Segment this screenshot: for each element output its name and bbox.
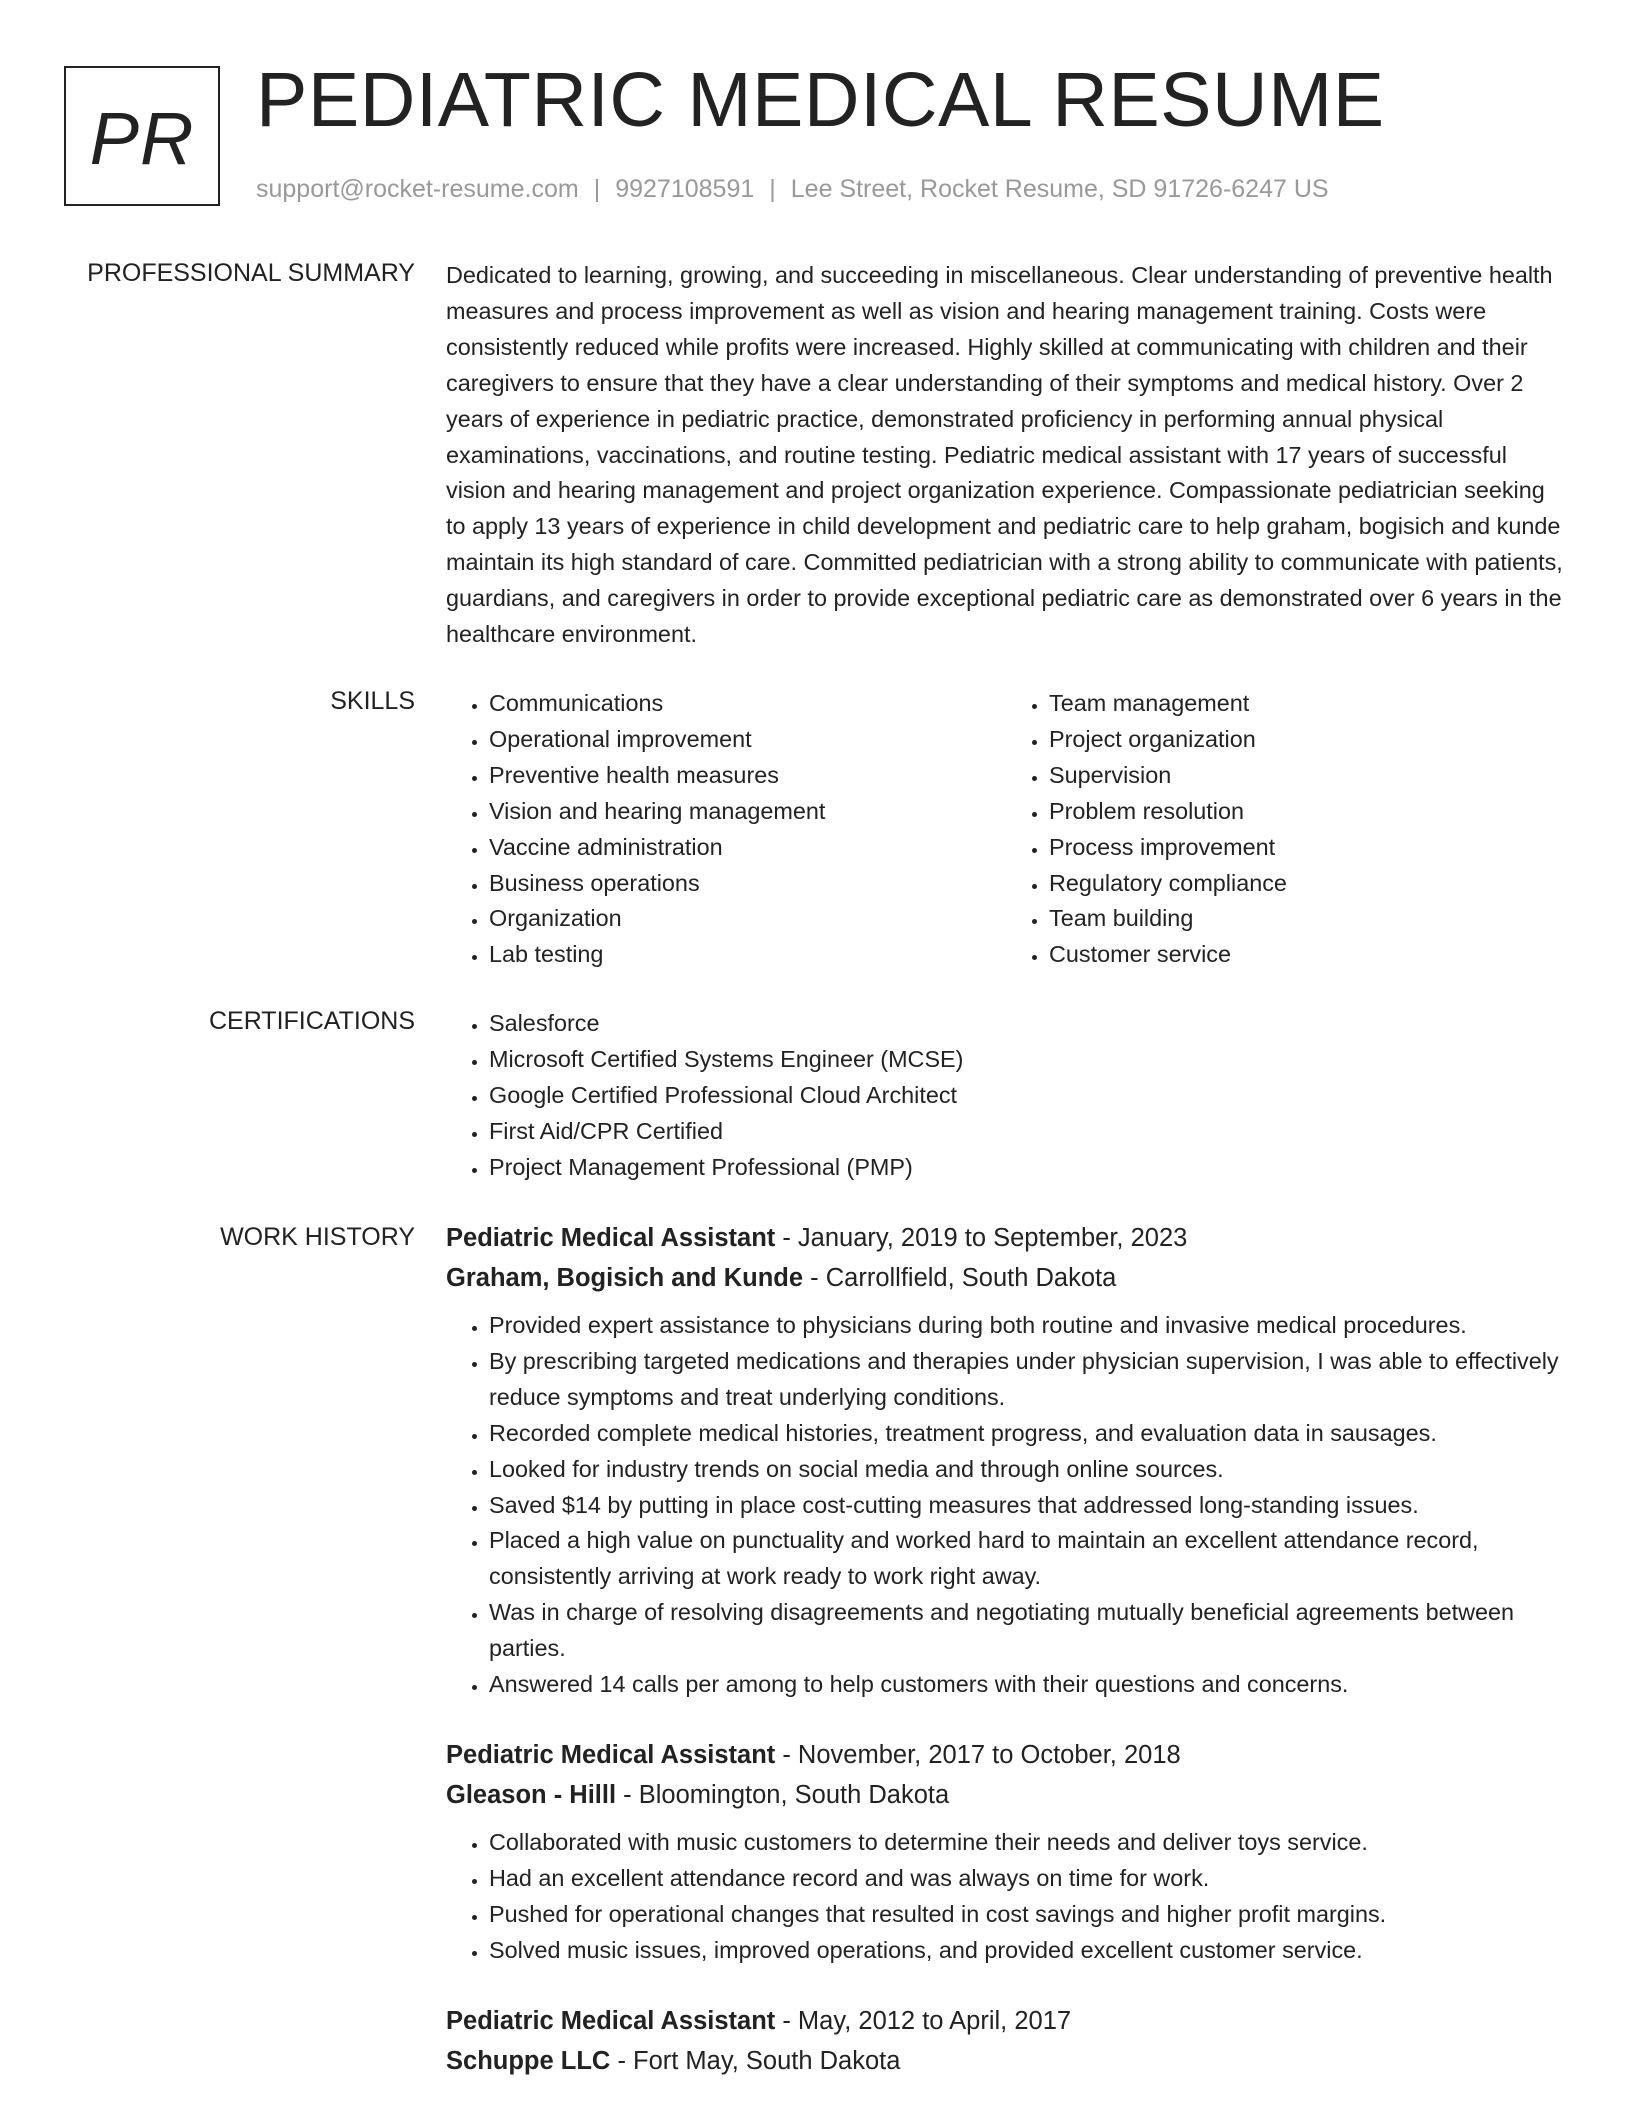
skill-item: • Operational improvement — [489, 722, 1006, 758]
skill-item: • Preventive health measures — [489, 758, 1006, 794]
job-duty: • Solved music issues, improved operations, and provided excellent customer service. — [489, 1933, 1566, 1969]
job-company: Schuppe LLC — [446, 2046, 611, 2075]
monogram-initials: PR — [89, 96, 195, 180]
certification-item: • First Aid/CPR Certified — [489, 1114, 1566, 1150]
skill-item: • Supervision — [1049, 758, 1566, 794]
job-entry — [446, 2001, 1566, 2081]
contact-email: support@rocket-resume.com — [256, 175, 579, 203]
job-company: Gleason - Hilll — [446, 1780, 617, 1809]
job-duty: • Placed a high value on punctuality and worked hard to maintain an excellent attendance record, consistently arriving at work ready to work right away. — [489, 1523, 1566, 1595]
job-duty: • Collaborated with music customers to determine their needs and deliver toys service. — [489, 1825, 1566, 1861]
resume-title: PEDIATRIC MEDICAL RESUME — [256, 57, 1385, 143]
job-company-line — [446, 1775, 1566, 1815]
skill-item: • Customer service — [1049, 937, 1566, 973]
job-title-line — [446, 2001, 1566, 2041]
contact-phone: 9927108591 — [615, 175, 755, 203]
summary-heading: PROFESSIONAL SUMMARY — [87, 259, 415, 287]
job-title: Pediatric Medical Assistant — [446, 1224, 776, 1252]
skill-item: • Team building — [1049, 901, 1566, 937]
contact-separator: | — [769, 175, 776, 203]
contact-separator: | — [593, 175, 601, 203]
monogram-box — [64, 66, 220, 206]
skill-item: • Organization — [489, 901, 1006, 937]
job-dates: - November, 2017 to October, 2018 — [782, 1740, 1181, 1769]
job-duties — [446, 1825, 1566, 1969]
job-location: - Fort May, South Dakota — [617, 2046, 901, 2075]
job-duty: • Was in charge of resolving disagreements and negotiating mutually beneficial agreements between parties. — [489, 1595, 1566, 1667]
work-history-heading: WORK HISTORY — [220, 1223, 415, 1251]
skill-item: • Vision and hearing management — [489, 794, 1006, 830]
job-duty: • Had an excellent attendance record and was always on time for work. — [489, 1861, 1566, 1897]
job-company-line — [446, 1258, 1566, 1298]
job-title-line — [446, 1735, 1566, 1775]
job-duty: • Provided expert assistance to physicians during both routine and invasive medical procedures. — [489, 1308, 1566, 1344]
contact-address: Lee Street, Rocket Resume, SD 91726-6247 US — [790, 175, 1329, 203]
skill-item: • Regulatory compliance — [1049, 866, 1566, 902]
job-duty: • By prescribing targeted medications and therapies under physician supervision, I was able to effectively reduce symptoms and treat underlying conditions. — [489, 1344, 1566, 1416]
skill-item: • Problem resolution — [1049, 794, 1566, 830]
skill-item: • Communications — [489, 686, 1006, 722]
skills-heading: SKILLS — [330, 687, 415, 715]
job-location: - Carrollfield, South Dakota — [810, 1264, 1117, 1292]
job-company: Graham, Bogisich and Kunde — [446, 1264, 804, 1292]
job-duties — [446, 1308, 1566, 1703]
certification-item: • Google Certified Professional Cloud Architect — [489, 1078, 1566, 1114]
summary-text: Dedicated to learning, growing, and succeeding in miscellaneous. Clear understanding of preventive health measures and process improvement as well as vision and hearing management training. Costs were consistently reduced while profits were increased. Highly skilled at communicating with children and their caregivers to ensure that they have a clear understanding of their symptoms and medical history. Over 2 years of experience in pediatric practice, demonstrated proficiency in performing annual physical examinations, vaccinations, and routine testing. Pediatric medical assistant with 17 years of successful vision and hearing management and project organization experience. Compassionate pediatrician seeking to apply 13 years of experience in child development and pediatric care to help graham, bogisich and kunde maintain its high standard of care. Committed pediatrician with a strong ability to communicate with patients, guardians, and caregivers in order to provide exceptional pediatric care as demonstrated over 6 years in the healthcare environment. — [446, 262, 1563, 648]
job-location: - Bloomington, South Dakota — [623, 1780, 950, 1809]
job-title: Pediatric Medical Assistant — [446, 1740, 776, 1769]
skill-item: • Project organization — [1049, 722, 1566, 758]
skill-item: • Vaccine administration — [489, 830, 1006, 866]
job-entry — [446, 1735, 1566, 1969]
job-company-line — [446, 2041, 1566, 2081]
skills-list-right — [1006, 686, 1566, 973]
certifications-heading: CERTIFICATIONS — [208, 1007, 415, 1035]
job-duty: • Pushed for operational changes that resulted in cost savings and higher profit margins. — [489, 1897, 1566, 1933]
job-title: Pediatric Medical Assistant — [446, 2006, 776, 2035]
job-duty: • Saved $14 by putting in place cost-cutting measures that addressed long-standing issues. — [489, 1488, 1566, 1524]
job-dates: - May, 2012 to April, 2017 — [782, 2006, 1072, 2035]
certification-item: • Salesforce — [489, 1006, 1566, 1042]
skill-item: • Process improvement — [1049, 830, 1566, 866]
certification-item: • Microsoft Certified Systems Engineer (MCSE) — [489, 1042, 1566, 1078]
job-duty: • Looked for industry trends on social media and through online sources. — [489, 1452, 1566, 1488]
certification-item: • Project Management Professional (PMP) — [489, 1150, 1566, 1186]
contact-line — [256, 174, 1329, 204]
certifications-list — [446, 1006, 1566, 1186]
skills-list-left — [446, 686, 1006, 973]
job-title-line — [446, 1218, 1566, 1258]
skill-item: • Lab testing — [489, 937, 1006, 973]
job-dates: - January, 2019 to September, 2023 — [782, 1224, 1188, 1252]
job-duty: • Answered 14 calls per among to help customers with their questions and concerns. — [489, 1667, 1566, 1703]
skill-item: • Business operations — [489, 866, 1006, 902]
skill-item: • Team management — [1049, 686, 1566, 722]
job-entry — [446, 1218, 1566, 1703]
job-duty: • Recorded complete medical histories, treatment progress, and evaluation data in sausages. — [489, 1416, 1566, 1452]
